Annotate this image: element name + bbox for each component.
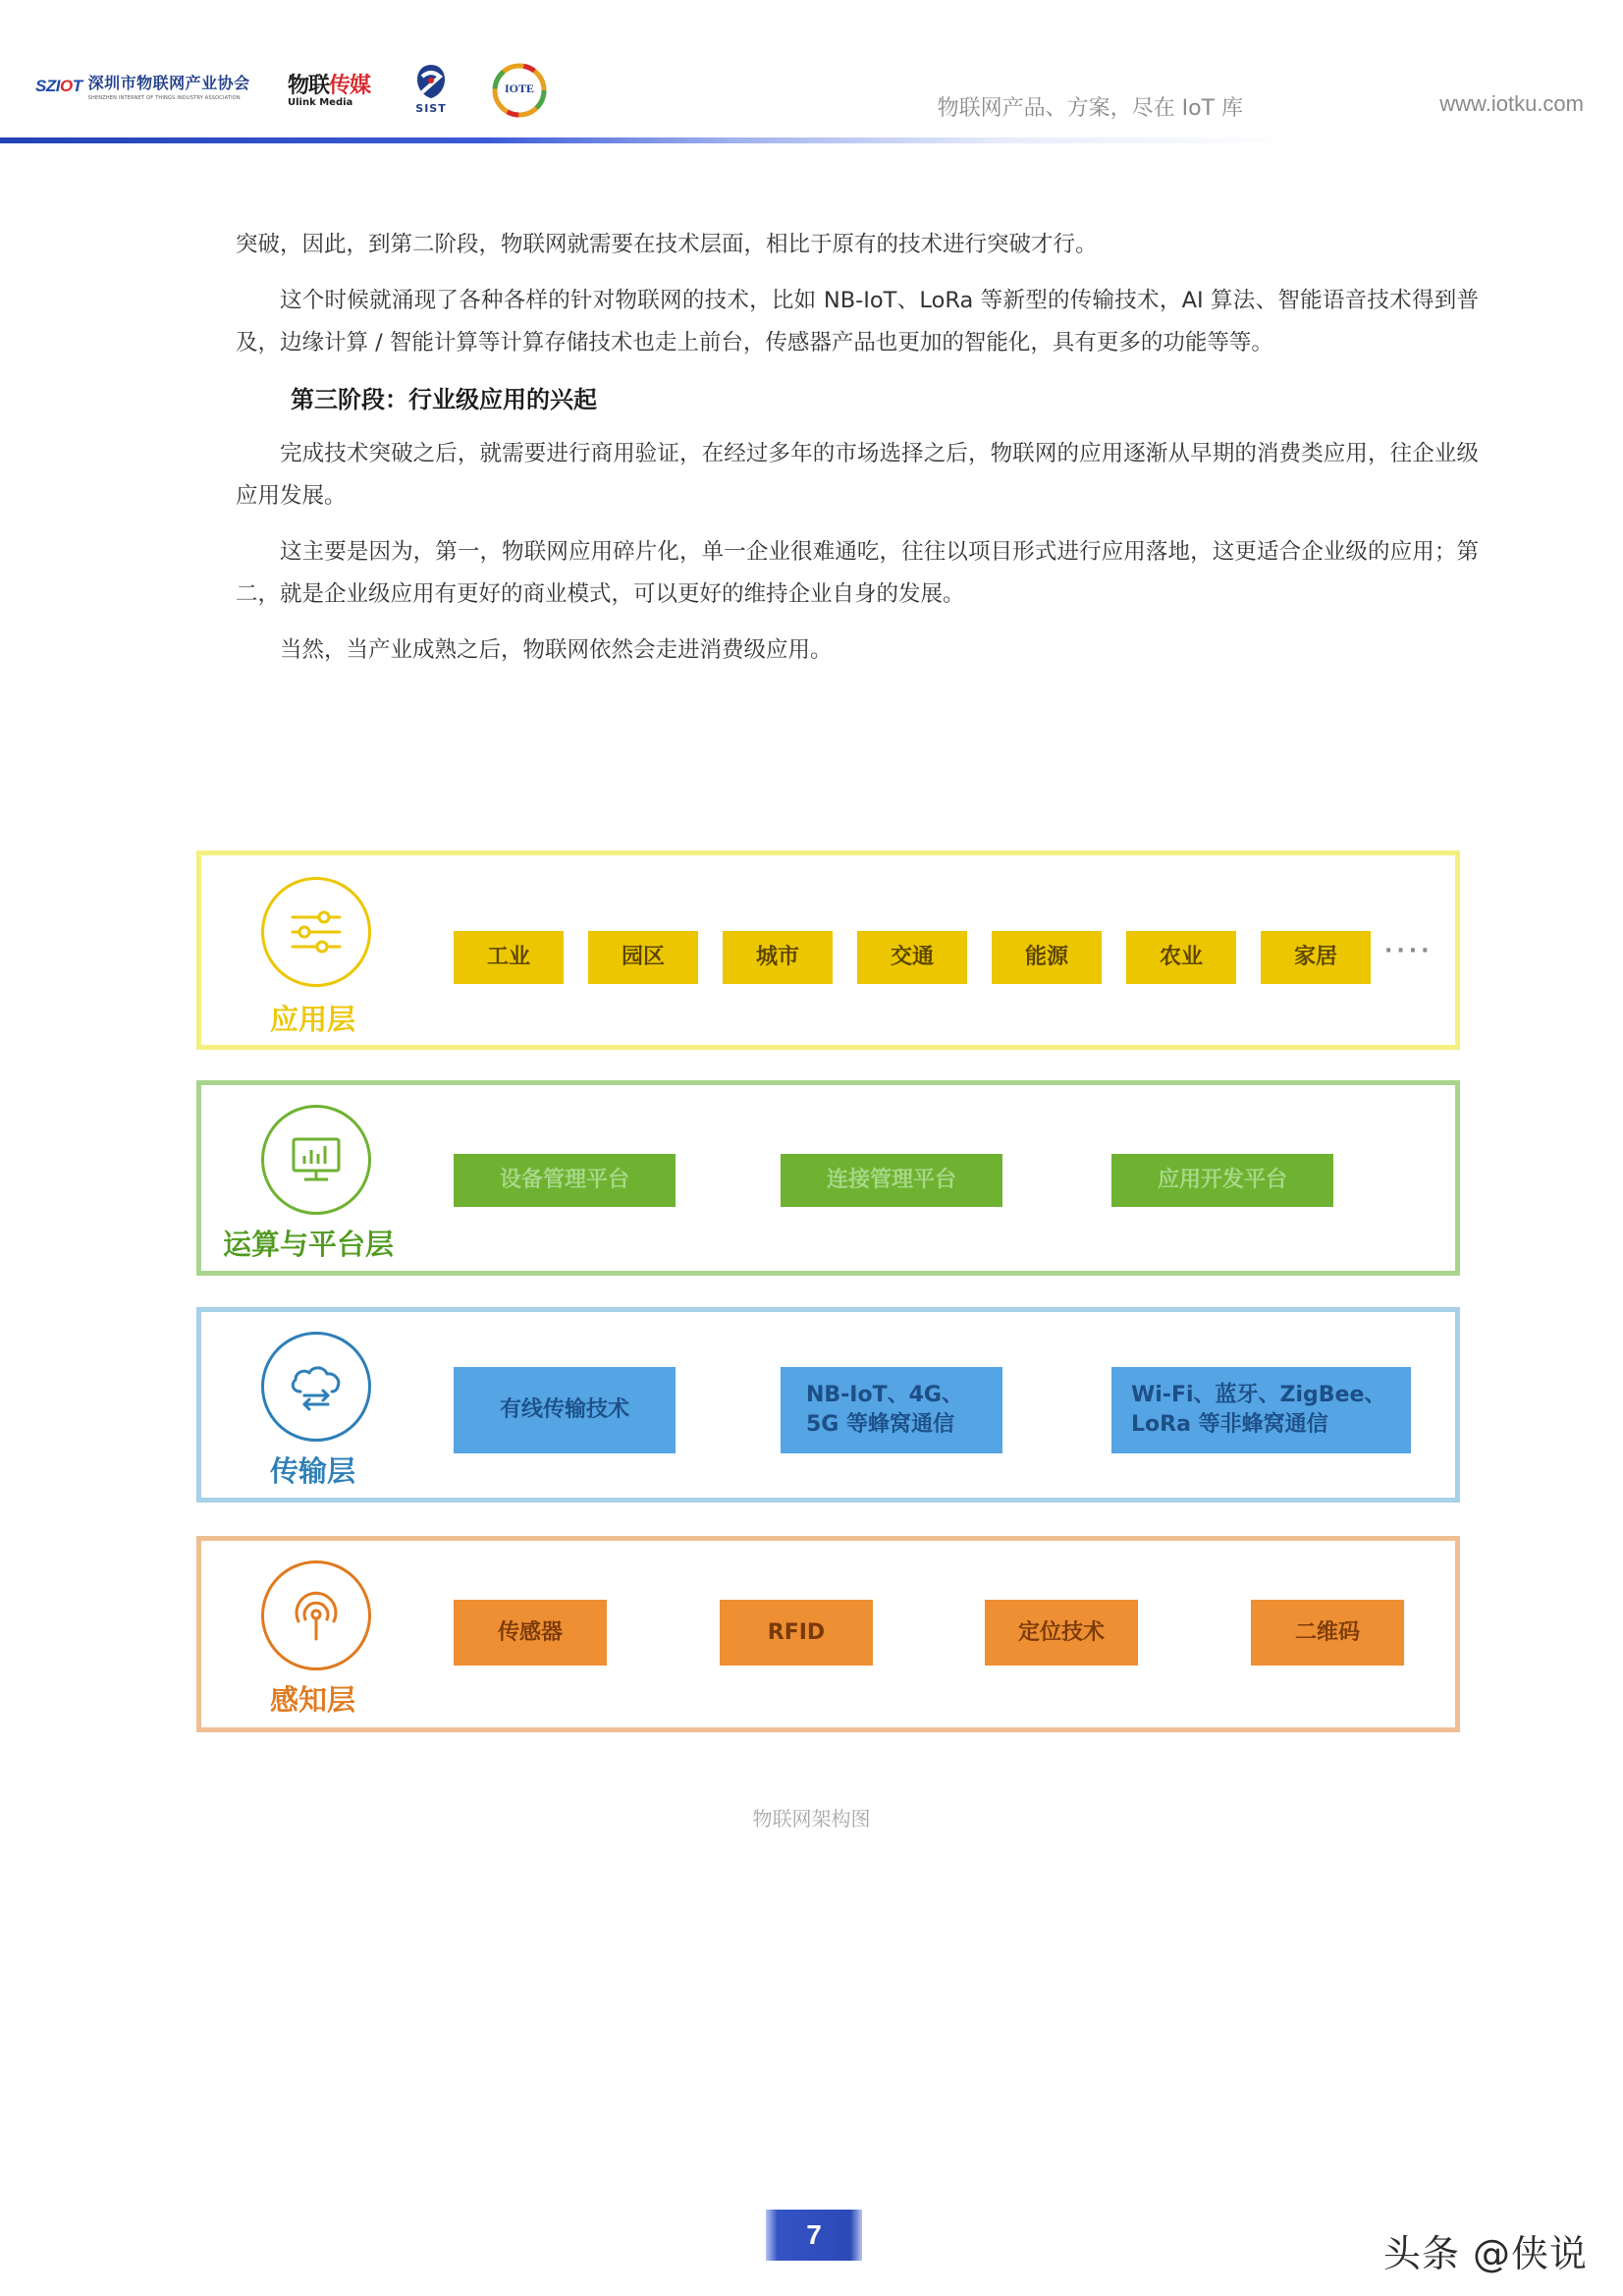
- figure-caption: 物联网架构图: [752, 1807, 871, 1831]
- sensing-item-sensor: 传感器: [454, 1600, 607, 1666]
- sensing-layer: [196, 1536, 1460, 1732]
- paragraph-1: 突破，因此，到第二阶段，物联网就需要在技术层面，相比于原有的技术进行突破才行。: [236, 232, 1098, 257]
- section-heading: 第三阶段：行业级应用的兴起: [291, 386, 597, 413]
- sliders-icon: [261, 877, 371, 987]
- app-item-industry: 工业: [454, 931, 564, 984]
- sensing-item-qr-code: 二维码: [1251, 1600, 1404, 1666]
- ulink-en-name: Ulink Media: [288, 97, 353, 108]
- signal-antenna-icon: [261, 1560, 371, 1670]
- app-item-agriculture: 农业: [1126, 931, 1236, 984]
- sziot-name: 深圳市物联网产业协会: [87, 74, 250, 92]
- sziot-logo: [35, 71, 250, 101]
- paragraph-3: 完成技术突破之后，就需要进行商用验证，在经过多年的市场选择之后，物联网的应用逐渐从早期的消费类应用，往企业级应用发展。: [236, 441, 1479, 509]
- sziot-en-name: SHENZHEN INTERNET OF THINGS INDUSTRY ASSOCIATION: [87, 95, 241, 101]
- iote-emblem-icon: [491, 63, 548, 118]
- paragraph-4: 这主要是因为，第一，物联网应用碎片化，单一企业很难通吃，往往以项目形式进行应用落地，这更适合企业级的应用；第二，就是企业级应用有更好的商业模式，可以更好的维持企业自身的发展。: [236, 539, 1479, 607]
- transport-item-wired: 有线传输技术: [454, 1367, 676, 1453]
- transport-layer: [196, 1307, 1460, 1503]
- header-url[interactable]: www.iotku.com: [1439, 91, 1584, 116]
- header-divider: [0, 137, 1623, 143]
- header-tagline: 物联网产品、方案，尽在 IoT 库: [937, 96, 1243, 121]
- application-layer: [196, 850, 1460, 1050]
- sist-logo: [414, 63, 448, 115]
- svg-text:IOTE: IOTE: [504, 82, 535, 95]
- transport-layer-label: 传输层: [270, 1454, 356, 1488]
- sensing-item-rfid: RFID: [720, 1600, 873, 1666]
- app-more-ellipsis: ····: [1384, 939, 1434, 963]
- cloud-transfer-icon: [261, 1332, 371, 1442]
- sziot-mark: SZIOT: [35, 76, 82, 95]
- app-item-city: 城市: [723, 931, 833, 984]
- sist-text: SIST: [415, 102, 447, 115]
- transport-item-non-cellular: Wi-Fi、蓝牙、ZigBee、 LoRa 等非蜂窝通信: [1111, 1367, 1411, 1453]
- page-header: [0, 0, 1623, 147]
- transport-item-cellular: NB-IoT、4G、 5G 等蜂窝通信: [781, 1367, 1002, 1453]
- platform-layer-label: 运算与平台层: [223, 1228, 395, 1261]
- ulink-media-logo: 物联传媒 Ulink Media: [288, 74, 371, 108]
- paragraph-5: 当然，当产业成熟之后，物联网依然会走进消费级应用。: [280, 637, 833, 663]
- monitor-chart-icon: [261, 1105, 371, 1215]
- platform-layer: [196, 1080, 1460, 1276]
- sensing-layer-label: 感知层: [270, 1683, 356, 1717]
- app-item-home: 家居: [1261, 931, 1371, 984]
- application-layer-label: 应用层: [270, 1003, 356, 1036]
- platform-item-app-dev: 应用开发平台: [1111, 1154, 1333, 1207]
- app-item-park: 园区: [588, 931, 698, 984]
- app-item-transport: 交通: [857, 931, 967, 984]
- iote-logo: [491, 63, 548, 118]
- article-body: [236, 224, 1479, 685]
- paragraph-2: 这个时候就涌现了各种各样的针对物联网的技术，比如 NB-IoT、LoRa 等新型的传输技术，AI 算法、智能语音技术得到普及，边缘计算 / 智能计算等计算存储技术也走上前台，传感器产品也更加的智能化，具有更多的功能等等。: [236, 288, 1479, 355]
- platform-item-device-mgmt: 设备管理平台: [454, 1154, 676, 1207]
- watermark: 头条 @侠说: [1382, 2232, 1588, 2275]
- page-number: 7: [766, 2210, 862, 2261]
- sensing-item-positioning: 定位技术: [985, 1600, 1138, 1666]
- app-item-energy: 能源: [992, 931, 1102, 984]
- platform-item-connection-mgmt: 连接管理平台: [781, 1154, 1002, 1207]
- sist-emblem-icon: [414, 63, 448, 100]
